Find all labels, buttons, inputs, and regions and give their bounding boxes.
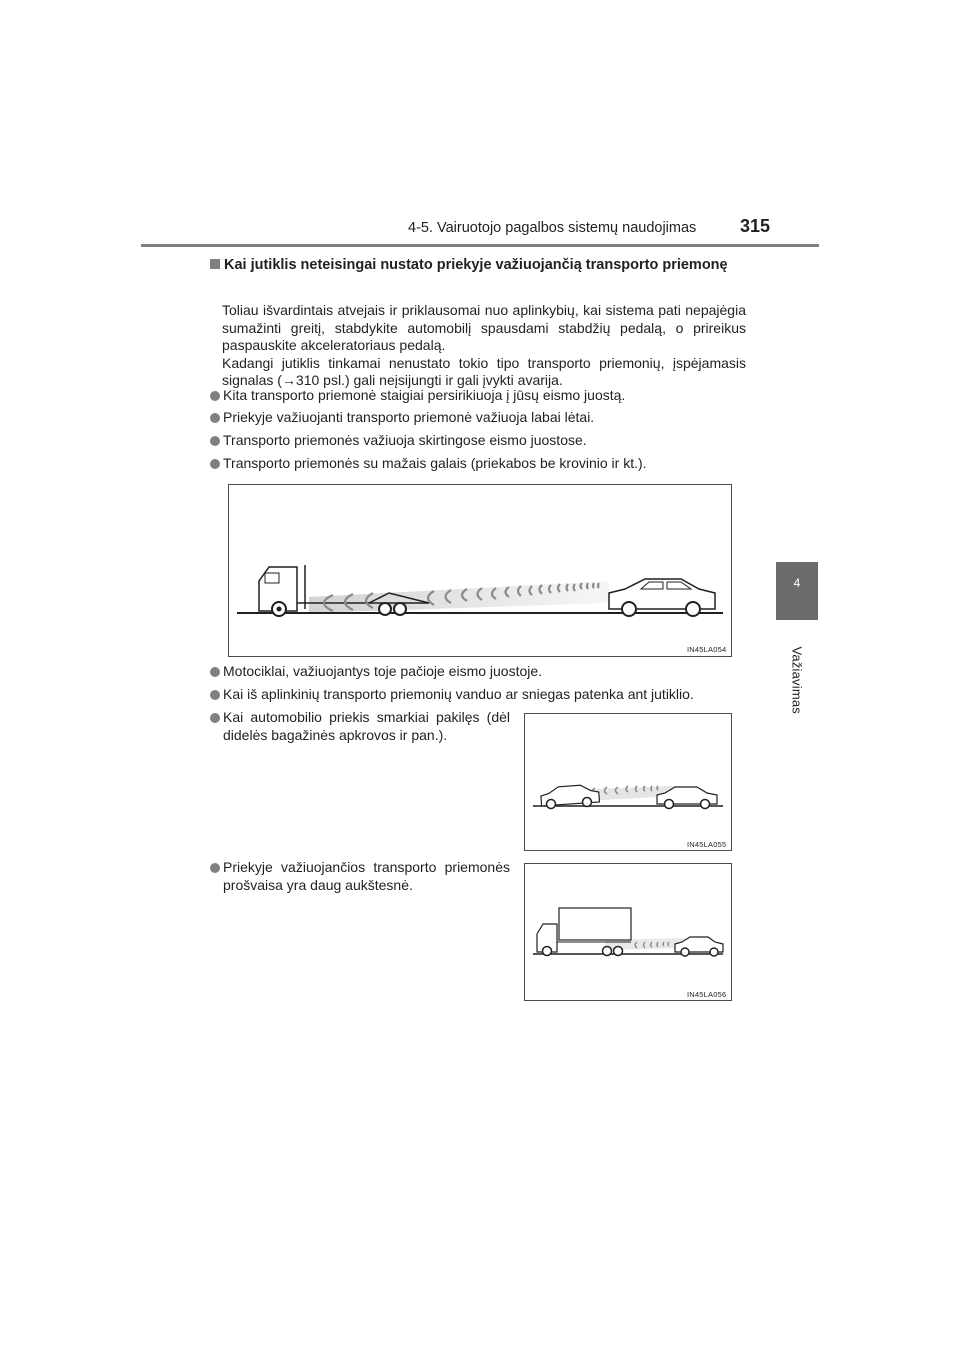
list-item: [210, 455, 750, 473]
list-item-text: [210, 859, 510, 894]
chapter-label: Važiavimas: [789, 646, 805, 715]
section-heading: [210, 256, 746, 274]
list-item-text: Kita transporto priemonė staigiai persirikiuoja į jūsų eismo juostą.: [223, 387, 626, 403]
figure-trailer-detection: [228, 484, 732, 657]
bullet-dot-icon: [210, 667, 220, 677]
high-clearance-illustration: [525, 864, 731, 1000]
header-rule: [141, 244, 819, 247]
list-item-text: [210, 709, 510, 744]
list-item: [210, 409, 750, 427]
list-item-text: Transporto priemonės su mažais galais (priekabos be krovinio ir kt.).: [223, 455, 647, 471]
figure-code: IN45LA056: [687, 990, 727, 999]
section-heading-text: Kai jutiklis neteisingai nustato priekyje važiuojančią transporto priemonę: [224, 257, 728, 273]
figure-raised-front: [524, 713, 732, 851]
list-item: [210, 709, 510, 744]
header-title: 4-5. Vairuotojo pagalbos sistemų naudojimas: [408, 220, 697, 236]
bullet-dot-icon: [210, 690, 220, 700]
list-item-text: Motociklai, važiuojantys toje pačioje eismo juostoje.: [223, 663, 543, 679]
bullet-dot-icon: [210, 863, 220, 873]
square-bullet-icon: [210, 259, 220, 269]
figure-code: IN45LA054: [687, 645, 727, 654]
bullet-dot-icon: [210, 391, 220, 401]
bullet-dot-icon: [210, 713, 220, 723]
list-item: [210, 387, 750, 405]
list-item-text: Transporto priemonės važiuoja skirtingose eismo juostose.: [223, 432, 587, 448]
list-item: [210, 432, 750, 450]
list-item-text: Priekyje važiuojanti transporto priemonė važiuoja labai lėtai.: [223, 409, 595, 425]
section-body: [222, 302, 746, 390]
chapter-tab: [776, 562, 818, 620]
list-item: [210, 663, 750, 681]
list-item: [210, 859, 510, 894]
bullet-dot-icon: [210, 413, 220, 423]
raised-front-illustration: [525, 714, 731, 850]
trailer-illustration: [229, 485, 731, 656]
figure-code: IN45LA055: [687, 840, 727, 849]
paragraph: Kadangi jutiklis tinkamai nenustato tokio tipo transporto priemonių, įspėjamasis signalas (→310 psl.) gali neįsijungti ir gali įvykti avarija.: [222, 354, 746, 388]
bullet-dot-icon: [210, 436, 220, 446]
list-item-text: Kai iš aplinkinių transporto priemonių vanduo ar sniegas patenka ant jutiklio.: [223, 686, 694, 702]
list-item-label: Kai automobilio priekis smarkiai pakilęs (dėl didelės bagažinės apkrovos ir pan.).: [223, 709, 510, 743]
page-number: 315: [740, 216, 771, 236]
list-item: [210, 686, 750, 704]
chapter-number: 4: [793, 576, 801, 590]
paragraph: Toliau išvardintais atvejais ir priklausomai nuo aplinkybių, kai sistema pati nepajėgia sumažinti greitį, stabdykite automobilį spausdami stabdžių pedalą, o prireikus paspauskite akceleratoriaus pedalą.: [222, 302, 746, 353]
list-item-label: Priekyje važiuojančios transporto priemonės prošvaisa yra daug aukštesnė.: [223, 859, 510, 893]
bullet-dot-icon: [210, 459, 220, 469]
figure-high-clearance: [524, 863, 732, 1001]
